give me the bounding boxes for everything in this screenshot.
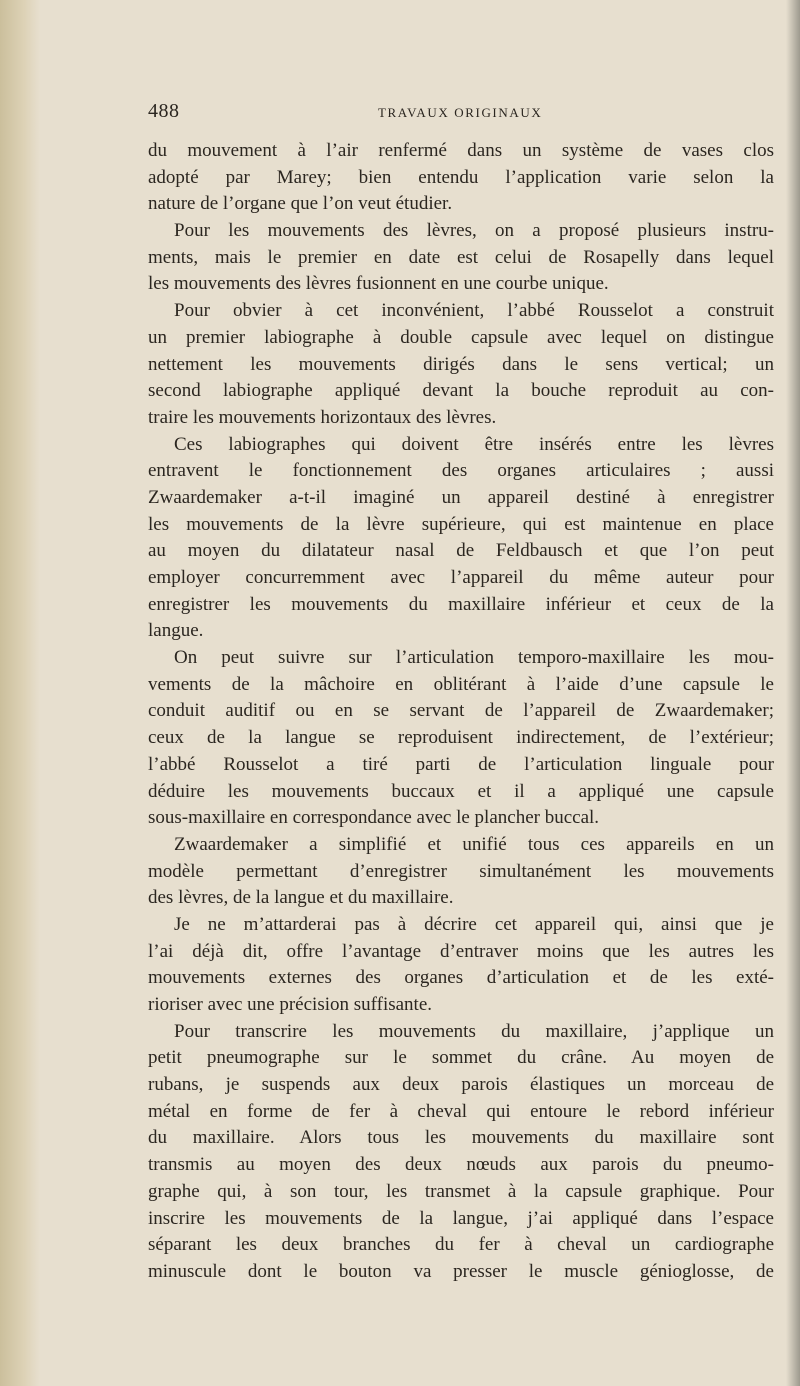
text-line: nettement les mouvements dirigés dans le sens vertical; un [148,353,774,375]
text-line: transmis au moyen des deux nœuds aux parois du pneumo- [148,1154,774,1176]
text-line: rubans, je suspends aux deux parois élastiques un morceau de [148,1074,774,1096]
text-line: langue. [148,620,204,642]
text-line: vements de la mâchoire en oblitérant à l’aide d’une capsule le [148,673,774,695]
text-line: employer concurremment avec l’appareil du même auteur pour [148,567,774,588]
text-line: du mouvement à l’air renfermé dans un système de vases clos [148,140,774,161]
text-line: métal en forme de fer à cheval qui entoure le rebord inférieur [148,1100,774,1122]
text-line: Zwaardemaker a-t-il imaginé un appareil destiné à enregistrer [148,486,774,508]
text-line: sous-maxillaire en correspondance avec le plancher buccal. [148,807,600,829]
text-line: Zwaardemaker a simplifié et unifié tous ces appareils en un [174,833,774,855]
text-line: les mouvements des lèvres fusionnent en une courbe unique. [148,273,609,295]
text-line: Pour transcrire les mouvements du maxillaire, j’applique un [174,1020,774,1042]
text-line: nature de l’organe que l’on veut étudier. [148,193,453,215]
text-line: ceux de la langue se reproduisent indirectement, de l’extérieur; [148,727,774,749]
text-line: petit pneumographe sur le sommet du crâne. Au moyen de [148,1047,774,1069]
text-line: l’ai déjà dit, offre l’avantage d’entraver moins que les autres les [148,940,774,962]
text-line: second labiographe appliqué devant la bouche reproduit au con- [148,380,774,402]
text-line: un premier labiographe à double capsule avec lequel on distingue [148,326,774,348]
text-line: traire les mouvements horizontaux des lèvres. [148,406,497,428]
text-line: ments, mais le premier en date est celui de Rosapelly dans lequel [148,246,774,268]
text-line: séparant les deux branches du fer à cheval un cardiographe [148,1234,774,1256]
text-line: les mouvements de la lèvre supérieure, qui est maintenue en place [148,513,774,535]
text-line: On peut suivre sur l’articulation temporo-maxillaire les mou- [174,647,774,669]
text-line: Ces labiographes qui doivent être insérés entre les lèvres [174,433,774,455]
text-line: entravent le fonctionnement des organes articulaires ; aussi [148,460,774,482]
text-line: graphe qui, à son tour, les transmet à la capsule graphique. Pour [148,1180,774,1202]
page-shadow-left [0,0,40,1386]
text-line: adopté par Marey; bien entendu l’application varie selon la [148,166,774,188]
running-title: TRAVAUX ORIGINAUX [378,105,543,120]
text-line: Pour obvier à cet inconvénient, l’abbé Rousselot a construit [174,300,774,322]
page-number: 488 [148,100,180,122]
text-line: l’abbé Rousselot a tiré parti de l’articulation linguale pour [148,753,774,775]
text-line: des lèvres, de la langue et du maxillaire. [148,887,454,909]
text-line: du maxillaire. Alors tous les mouvements du maxillaire sont [148,1127,774,1149]
text-line: mouvements externes des organes d’articulation et de les exté- [148,967,774,989]
text-line: rioriser avec une précision suffisante. [148,994,433,1015]
page-shadow-right [786,0,800,1386]
text-line: modèle permettant d’enregistrer simultanément les mouvements [148,860,774,882]
text-line: conduit auditif ou en se servant de l’appareil de Zwaardemaker; [148,700,774,722]
text-line: Je ne m’attarderai pas à décrire cet appareil qui, ainsi que je [174,913,774,935]
text-line: inscrire les mouvements de la langue, j’ai appliqué dans l’espace [148,1207,774,1229]
text-line: enregistrer les mouvements du maxillaire inférieur et ceux de la [148,593,774,615]
text-line: Pour les mouvements des lèvres, on a proposé plusieurs instru- [174,220,774,242]
body-text [148,138,774,1286]
text-line: minuscule dont le bouton va presser le muscle génioglosse, de [148,1260,774,1282]
text-line: au moyen du dilatateur nasal de Feldbausch et que l’on peut [148,540,774,562]
text-line: déduire les mouvements buccaux et il a appliqué une capsule [148,780,774,802]
page-header [148,100,770,126]
